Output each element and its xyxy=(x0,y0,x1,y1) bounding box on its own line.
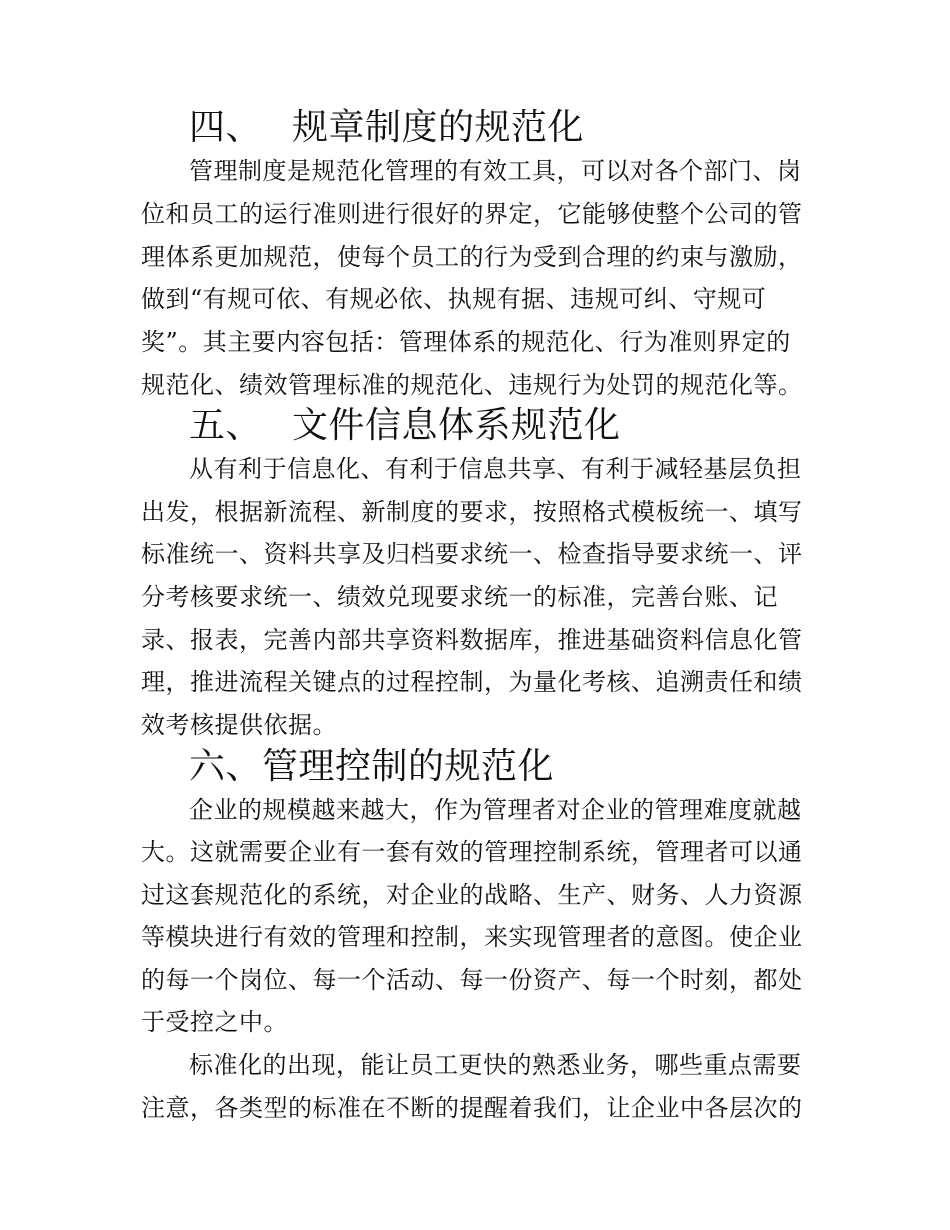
section-title: 规章制度的规范化 xyxy=(292,107,585,148)
paragraph-line: 位和员工的运行准则进行很好的界定，它能够使整个公司的管 xyxy=(141,200,803,228)
paragraph-line: 出发，根据新流程、新制度的要求，按照格式模板统一、填写 xyxy=(141,498,803,526)
section-heading-5 xyxy=(189,405,621,446)
paragraph-line: 管理制度是规范化管理的有效工具，可以对各个部门、岗 xyxy=(189,157,802,185)
paragraph-line: 过这套规范化的系统，对企业的战略、生产、财务、人力资源 xyxy=(141,881,803,909)
paragraph-line: 做到“有规可依、有规必依、执规有据、违规可纠、守规可 xyxy=(141,285,767,313)
paragraph-line: 规范化、绩效管理标准的规范化、违规行为处罚的规范化等。 xyxy=(141,371,803,399)
paragraph-line: 效考核提供依据。 xyxy=(141,711,337,739)
paragraph-line: 标准统一、资料共享及归档要求统一、检查指导要求统一、评 xyxy=(141,540,803,568)
paragraph-line: 奖”。其主要内容包括：管理体系的规范化、行为准则界定的 xyxy=(141,328,791,356)
section-number: 五、 xyxy=(189,405,263,446)
paragraph-line: 理体系更加规范，使每个员工的行为受到合理的约束与激励， xyxy=(141,243,803,271)
paragraph-line: 注意，各类型的标准在不断的提醒着我们，让企业中各层次的 xyxy=(141,1094,803,1122)
paragraph-line: 从有利于信息化、有利于信息共享、有利于减轻基层负担 xyxy=(189,455,802,483)
paragraph-line: 理，推进流程关键点的过程控制，为量化考核、追溯责任和绩 xyxy=(141,668,803,696)
paragraph-line: 大。这就需要企业有一套有效的管理控制系统，管理者可以通 xyxy=(141,838,803,866)
section-number: 四、 xyxy=(189,107,263,148)
section-heading-6 xyxy=(189,746,555,787)
section-title: 六、管理控制的规范化 xyxy=(189,746,555,787)
paragraph-line: 录、报表，完善内部共享资料数据库，推进基础资料信息化管 xyxy=(141,626,803,654)
section-title: 文件信息体系规范化 xyxy=(292,405,621,446)
paragraph-line: 标准化的出现，能让员工更快的熟悉业务，哪些重点需要 xyxy=(189,1051,802,1079)
paragraph-line: 分考核要求统一、绩效兑现要求统一的标准，完善台账、记 xyxy=(141,583,778,611)
section-heading-4 xyxy=(189,107,585,148)
paragraph-line: 企业的规模越来越大，作为管理者对企业的管理难度就越 xyxy=(189,796,802,824)
paragraph-line: 等模块进行有效的管理和控制，来实现管理者的意图。使企业 xyxy=(141,923,803,951)
paragraph-line: 的每一个岗位、每一个活动、每一份资产、每一个时刻，都处 xyxy=(141,966,803,994)
paragraph-line: 于受控之中。 xyxy=(141,1008,288,1036)
